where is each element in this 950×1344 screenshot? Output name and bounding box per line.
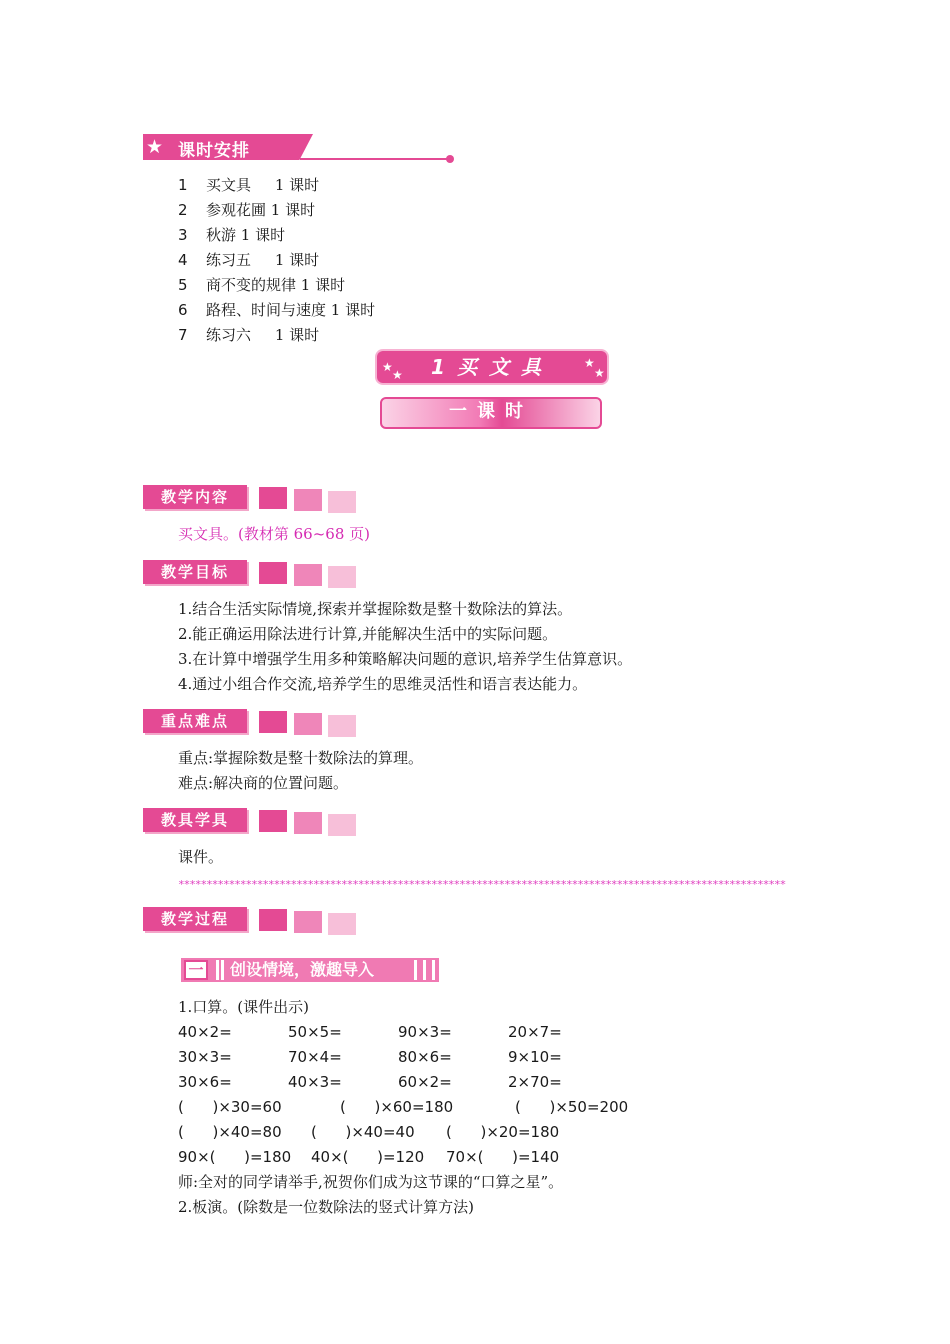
key-difficult: 难点:解决商的位置问题。 xyxy=(178,774,349,792)
goal-item: 3.在计算中增强学生用多种策略解决问题的意识,培养学生估算意识。 xyxy=(178,650,633,668)
step-divider xyxy=(423,960,426,980)
decor-square xyxy=(259,909,287,931)
key-important: 重点:掌握除数是整十数除法的算理。 xyxy=(178,749,424,767)
math-blank-item: ( )×50=200 xyxy=(515,1098,629,1116)
math-item: 50×5= xyxy=(288,1023,342,1041)
math-item: 9×10= xyxy=(508,1048,562,1066)
math-item: 60×2= xyxy=(398,1073,452,1091)
section-label-goals: 教学目标 xyxy=(143,560,247,584)
section-label-tools: 教具学具 xyxy=(143,808,247,832)
step-divider xyxy=(216,960,219,980)
star-icon: ★ xyxy=(146,136,164,158)
decor-square xyxy=(328,491,356,513)
list-item: 7 练习六 1 课时 xyxy=(178,326,320,344)
math-item: 90×3= xyxy=(398,1023,452,1041)
goal-item: 1.结合生活实际情境,探索并掌握除数是整十数除法的算法。 xyxy=(178,600,573,618)
decor-square xyxy=(294,489,322,511)
math-blank-item: ( )×40=80 xyxy=(178,1123,282,1141)
step-divider xyxy=(432,960,435,980)
goal-item: 4.通过小组合作交流,培养学生的思维灵活性和语言表达能力。 xyxy=(178,675,588,693)
content-text: 买文具。(教材第 66~68 页) xyxy=(178,525,370,543)
star-icon: ★ xyxy=(584,356,595,370)
decor-square xyxy=(328,814,356,836)
list-item: 5 商不变的规律 1 课时 xyxy=(178,276,346,294)
schedule-dot xyxy=(446,155,454,163)
decor-square xyxy=(294,812,322,834)
math-blank-item: ( )×20=180 xyxy=(446,1123,560,1141)
step-divider xyxy=(221,960,224,980)
list-item: 2 参观花圃 1 课时 xyxy=(178,201,316,219)
decor-square xyxy=(294,564,322,586)
teacher-line: 师:全对的同学请举手,祝贺你们成为这节课的“口算之星”。 xyxy=(178,1173,564,1191)
decor-square xyxy=(259,562,287,584)
goal-item: 2.能正确运用除法进行计算,并能解决生活中的实际问题。 xyxy=(178,625,558,643)
tools-text: 课件。 xyxy=(178,848,224,866)
star-icon: ★ xyxy=(392,368,403,382)
list-item: 1 买文具 1 课时 xyxy=(178,176,320,194)
math-item: 20×7= xyxy=(508,1023,562,1041)
math-blank-item: 40×( )=120 xyxy=(311,1148,425,1166)
math-blank-item: ( )×40=40 xyxy=(311,1123,415,1141)
math-blank-item: ( )×60=180 xyxy=(340,1098,454,1116)
step-title: 创设情境，激趣导入 xyxy=(230,960,375,979)
step-divider xyxy=(414,960,417,980)
decor-square xyxy=(328,913,356,935)
schedule-underline xyxy=(300,158,450,160)
star-icon: ★ xyxy=(594,366,605,380)
section-label-content: 教学内容 xyxy=(143,485,247,509)
section-label-key: 重点难点 xyxy=(143,709,247,733)
star-icon: ★ xyxy=(382,360,393,374)
period-title: 一课时 xyxy=(449,401,533,422)
math-item: 40×2= xyxy=(178,1023,232,1041)
math-item: 2×70= xyxy=(508,1073,562,1091)
step-number: 一 xyxy=(184,960,208,980)
list-item: 6 路程、时间与速度 1 课时 xyxy=(178,301,376,319)
list-item: 3 秋游 1 课时 xyxy=(178,226,286,244)
process-intro: 1.口算。(课件出示) xyxy=(178,998,310,1016)
math-item: 40×3= xyxy=(288,1073,342,1091)
star-divider: ************************************************************************************************************ xyxy=(178,878,786,891)
section-label-process: 教学过程 xyxy=(143,907,247,931)
decor-square xyxy=(294,713,322,735)
math-blank-item: 70×( )=140 xyxy=(446,1148,560,1166)
math-blank-item: 90×( )=180 xyxy=(178,1148,292,1166)
math-blank-item: ( )×30=60 xyxy=(178,1098,282,1116)
schedule-title: 课时安排 xyxy=(178,141,250,161)
math-item: 30×3= xyxy=(178,1048,232,1066)
math-item: 70×4= xyxy=(288,1048,342,1066)
decor-square xyxy=(328,566,356,588)
decor-square xyxy=(259,810,287,832)
decor-square xyxy=(259,487,287,509)
math-item: 30×6= xyxy=(178,1073,232,1091)
board-line: 2.板演。(除数是一位数除法的竖式计算方法) xyxy=(178,1198,475,1216)
decor-square xyxy=(328,715,356,737)
decor-square xyxy=(294,911,322,933)
math-item: 80×6= xyxy=(398,1048,452,1066)
lesson-title: 1买文具 xyxy=(431,355,553,379)
list-item: 4 练习五 1 课时 xyxy=(178,251,320,269)
decor-square xyxy=(259,711,287,733)
